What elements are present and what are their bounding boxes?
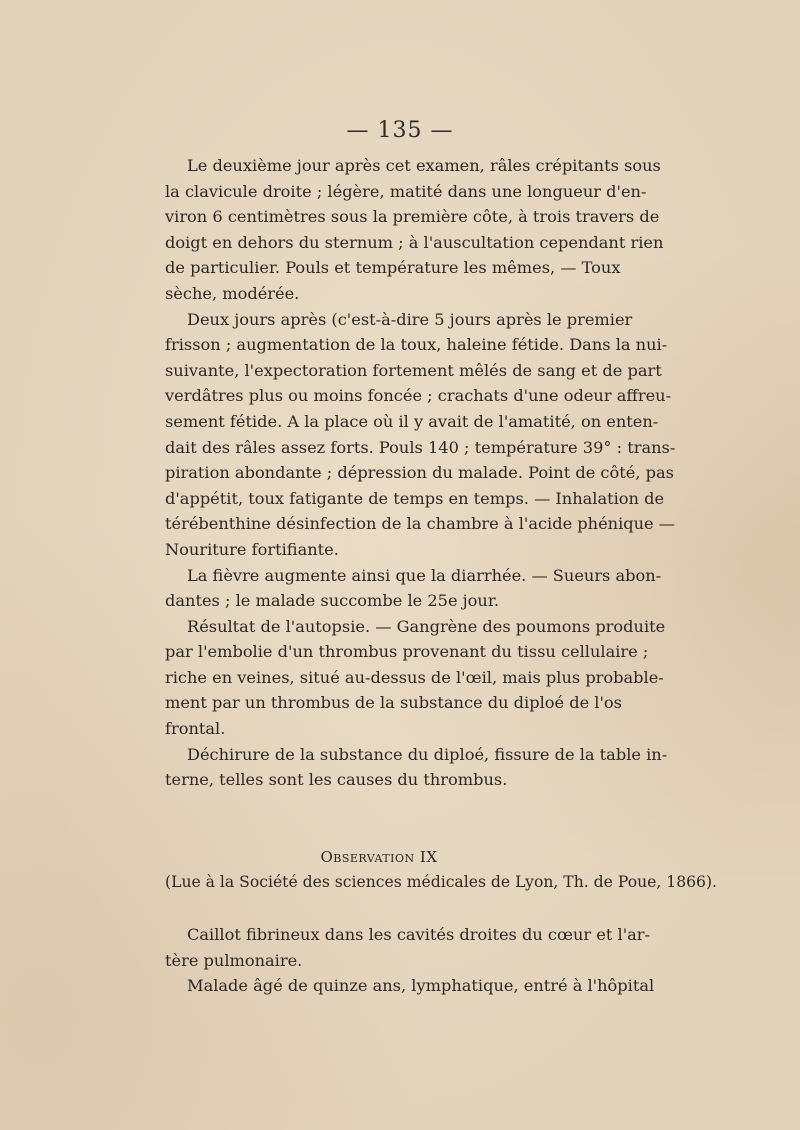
text-line: Deux jours après (c'est-à-dire 5 jours après le premier	[187, 309, 633, 329]
text-line: frisson ; augmentation de la toux, haleine fétide. Dans la nui-	[165, 335, 668, 355]
text-line: Le deuxième jour après cet examen, râles crépitants sous	[187, 156, 661, 175]
text-line: frontal.	[165, 719, 226, 739]
text-line: sement fétide. A la place où il y avait de l'amatité, on enten-	[165, 411, 659, 431]
text-line: terne, telles sont les causes du thrombus.	[165, 770, 508, 790]
text-line: suivante, l'expectoration fortement mêlés de sang et de part	[165, 360, 662, 380]
text-line: viron 6 centimètres sous la première côte, à trois travers de	[165, 207, 660, 227]
observation-heading	[165, 845, 593, 871]
text-line: dait des râles assez forts. Pouls 140 ; température 39° : trans-	[165, 437, 676, 457]
text-line: ment par un thrombus de la substance du diploé de l'os	[165, 693, 622, 713]
paragraph-4	[165, 614, 666, 742]
text-line: d'appétit, toux fatigante de temps en temps. — Inhalation de	[165, 488, 665, 508]
text-line: Caillot fibrineux dans les cavités droites du cœur et l'ar-	[187, 925, 651, 945]
paragraph-5	[165, 742, 668, 793]
paragraph-3	[165, 563, 662, 614]
text-line: térébenthine désinfection de la chambre à l'acide phénique —	[165, 514, 675, 534]
observation-paragraph-1	[165, 922, 651, 973]
observation-source: (Lue à la Société des sciences médicales de Lyon, Th. de Poue, 1866).	[165, 873, 717, 892]
text-line: Résultat de l'autopsie. — Gangrène des poumons produite	[187, 616, 666, 636]
body-text	[165, 153, 717, 999]
text-line: Déchirure de la substance du diploé, fissure de la table in-	[187, 744, 668, 764]
page-number: — 135 —	[346, 118, 454, 143]
text-line: la clavicule droite ; légère, matité dans une longueur d'en-	[165, 181, 647, 201]
text-line: La fièvre augmente ainsi que la diarrhée. — Sueurs abon-	[187, 565, 662, 585]
observation-paragraph-2	[165, 973, 655, 999]
paragraph-1	[165, 153, 664, 307]
text-line: Nouriture fortifiante.	[165, 539, 339, 559]
text-line: par l'embolie d'un thrombus provenant du tissu cellulaire ;	[165, 642, 649, 662]
text-line: doigt en dehors du sternum ; à l'auscultation cependant rien	[165, 232, 664, 252]
text-line: tère pulmonaire.	[165, 950, 303, 970]
observation-heading-text: Observation IX	[320, 847, 438, 866]
text-line: sèche, modérée.	[165, 283, 300, 303]
text-line: de particulier. Pouls et température les mêmes, — Toux	[165, 258, 621, 278]
text-line: Malade âgé de quinze ans, lymphatique, entré à l'hôpital	[187, 976, 655, 996]
text-line: dantes ; le malade succombe le 25e jour.	[165, 591, 499, 611]
text-line: piration abondante ; dépression du malade. Point de côté, pas	[165, 463, 674, 483]
section-spacer	[165, 896, 593, 922]
text-line: verdâtres plus ou moins foncée ; crachats d'une odeur affreu-	[165, 386, 672, 406]
text-line: riche en veines, situé au-dessus de l'œil, mais plus probable-	[165, 667, 664, 687]
paragraph-2	[165, 307, 676, 563]
section-spacer	[165, 793, 593, 845]
